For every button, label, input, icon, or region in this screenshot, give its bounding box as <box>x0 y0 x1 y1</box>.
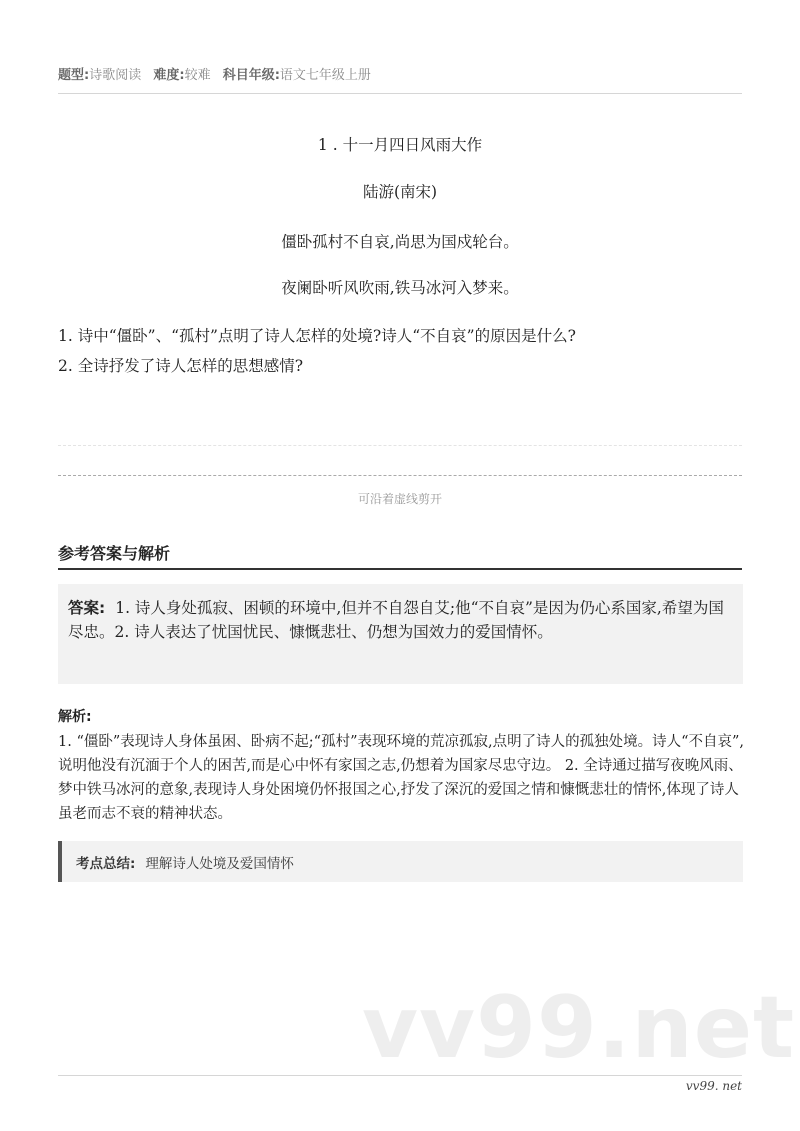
answer-area-line <box>58 445 742 446</box>
type-label: 题型: <box>58 68 90 83</box>
analysis-text: 1. “僵卧”表现诗人身体虽困、卧病不起;“孤村”表现环境的荒凉孤寂,点明了诗人的孤独处境。诗人“不自哀”,说明他没有沉湎于个人的困苦,而是心中怀有家国之志,仍想着为国家尽忠守边。 2. 全诗通过描写夜晚风雨、梦中铁马冰河的意象,表现诗人身处困境仍怀报国之心,抒发了深沉的爱国之情和慷慨悲壮的情怀,体现了诗人虽老而志不衰的精神状态。 <box>58 734 745 822</box>
grade-value: 语文七年级上册 <box>279 68 371 83</box>
poem-line-1: 僵卧孤村不自哀,尚思为国戍轮台。 <box>281 233 519 251</box>
cut-hint: 可沿着虚线剪开 <box>357 492 442 506</box>
footer-divider <box>58 1075 742 1076</box>
poem-line-2: 夜阑卧听风吹雨,铁马冰河入梦来。 <box>281 279 519 297</box>
watermark: vv99.net <box>362 978 796 1078</box>
keypoint-text: 理解诗人处境及爱国情怀 <box>145 856 294 872</box>
analysis-label: 解析: <box>58 709 92 725</box>
difficulty-value: 较难 <box>184 68 211 83</box>
grade-label: 科目年级: <box>222 68 280 83</box>
answer-section-title: 参考答案与解析 <box>58 544 171 563</box>
footer-site: vv99. net <box>685 1079 742 1093</box>
poem-author: 陆游(南宋) <box>362 183 438 201</box>
keypoint-label: 考点总结: <box>76 856 136 872</box>
cut-line <box>58 475 742 476</box>
keypoint-box <box>58 841 743 882</box>
answer-box <box>58 584 743 684</box>
answer-label: 答案: <box>68 599 106 617</box>
poem-title: 1 . 十一月四日风雨大作 <box>317 136 483 154</box>
question-1: 1. 诗中“僵卧”、“孤村”点明了诗人怎样的处境?诗人“不自哀”的原因是什么? <box>58 327 576 345</box>
difficulty-label: 难度: <box>153 68 185 83</box>
type-value: 诗歌阅读 <box>89 68 142 83</box>
header-divider <box>58 93 742 94</box>
question-2: 2. 全诗抒发了诗人怎样的思想感情? <box>58 357 304 375</box>
question-meta <box>58 64 371 83</box>
answer-text: 1. 诗人身处孤寂、困顿的环境中,但并不自怨自艾;他“不自哀”是因为仍心系国家,希望为国尽忠。2. 诗人表达了忧国忧民、慷慨悲壮、仍想为国效力的爱国情怀。 <box>68 599 724 641</box>
section-divider <box>58 568 742 570</box>
